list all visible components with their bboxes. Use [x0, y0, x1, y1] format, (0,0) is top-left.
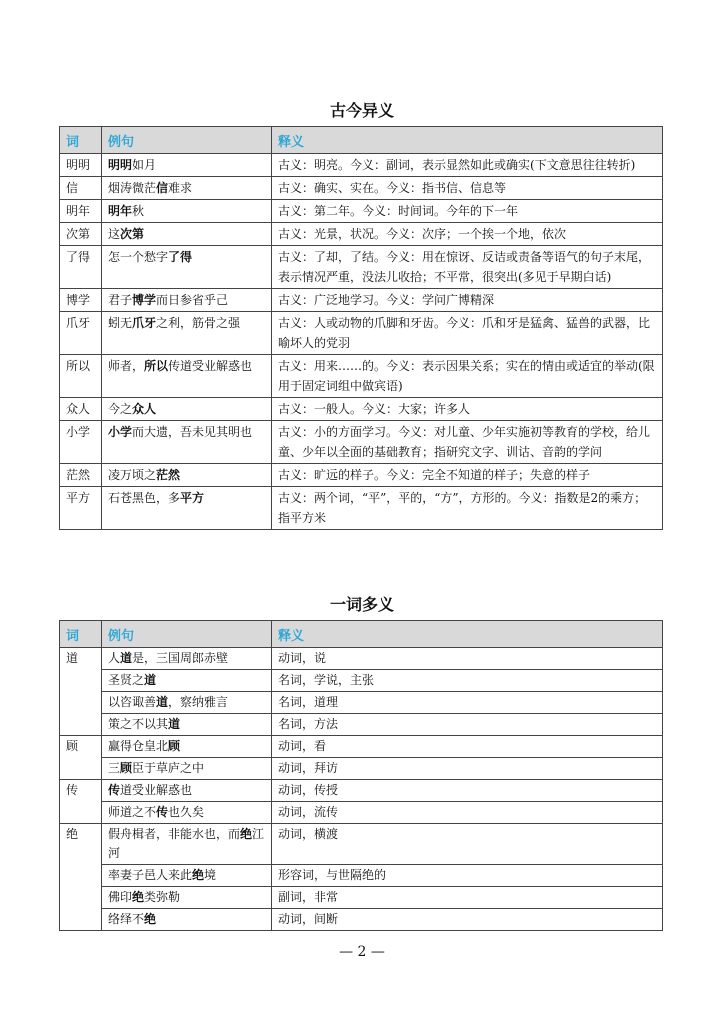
keyword-bold: 绝 — [192, 868, 205, 882]
meaning-cell: 动词，横渡 — [272, 824, 663, 865]
section-title-gujin-yiyi: 古今异义 — [329, 101, 394, 120]
example-text: 人 — [108, 651, 121, 665]
table-row — [60, 154, 663, 177]
example-text: 这 — [108, 227, 121, 241]
word-cell-empty — [60, 887, 102, 909]
keyword-bold: 道 — [120, 651, 133, 665]
meaning-cell: 古义：用来……的。今义：表示因果关系；实在的情由或适宜的举动(限用于固定词组中做宾语) — [272, 355, 663, 398]
meaning-cell: 古义：两个词，“平”，平的，“方”，方形的。今义：指数是2的乘方；指平方米 — [272, 487, 663, 530]
meaning-cell: 名词，学说，主张 — [272, 670, 663, 692]
example-text: 石苍黑色，多 — [108, 491, 181, 505]
example-cell — [102, 487, 272, 530]
yici-duoyi-table — [59, 620, 663, 931]
meaning-cell: 副词，非常 — [272, 887, 663, 909]
example-text: 类弥勒 — [144, 890, 181, 904]
table-row — [60, 802, 663, 824]
example-cell — [102, 246, 272, 289]
gujin-yiyi-table — [59, 126, 663, 530]
word-cell: 了得 — [60, 246, 102, 289]
example-text: 络绎不 — [108, 912, 145, 926]
keyword-bold: 茫然 — [156, 468, 181, 482]
example-text: 是，三国周郎赤壁 — [132, 651, 229, 665]
table-row — [60, 670, 663, 692]
example-text: 怎一个愁字 — [108, 250, 169, 264]
example-text: 也久矣 — [168, 805, 205, 819]
example-text: 赢得仓皇北 — [108, 739, 169, 753]
keyword-bold: 传 — [108, 783, 121, 797]
meaning-cell: 动词，间断 — [272, 909, 663, 931]
table-row — [60, 421, 663, 464]
example-cell — [102, 887, 272, 909]
example-text: 假舟楫者，非能水也，而 — [108, 827, 241, 841]
meaning-cell: 动词，看 — [272, 736, 663, 758]
example-text: 师道之不 — [108, 805, 157, 819]
keyword-bold: 道 — [156, 695, 169, 709]
word-cell-empty — [60, 692, 102, 714]
table-header-row — [60, 127, 663, 154]
word-cell: 明年 — [60, 200, 102, 223]
table-row — [60, 487, 663, 530]
table-row — [60, 648, 663, 670]
example-text: 佛印 — [108, 890, 133, 904]
table-row — [60, 289, 663, 312]
word-cell: 小学 — [60, 421, 102, 464]
word-cell: 绝 — [60, 824, 102, 865]
keyword-bold: 道 — [168, 717, 181, 731]
word-cell: 道 — [60, 648, 102, 670]
example-cell — [102, 824, 272, 865]
meaning-cell: 古义：一般人。今义：大家；许多人 — [272, 398, 663, 421]
example-text: 道受业解惑也 — [120, 783, 193, 797]
example-cell — [102, 909, 272, 931]
word-cell: 传 — [60, 780, 102, 802]
meaning-cell: 动词，流传 — [272, 802, 663, 824]
example-text: 烟涛微茫 — [108, 181, 157, 195]
example-cell — [102, 780, 272, 802]
example-text: 江河 — [108, 827, 265, 860]
table-row — [60, 824, 663, 865]
meaning-cell: 动词，说 — [272, 648, 663, 670]
header-example: 例句 — [102, 621, 272, 648]
table-row — [60, 865, 663, 887]
example-text: 秋 — [132, 204, 145, 218]
word-cell: 平方 — [60, 487, 102, 530]
example-text: 臣于草庐之中 — [132, 761, 205, 775]
word-cell: 茫然 — [60, 464, 102, 487]
table-row — [60, 464, 663, 487]
table-row — [60, 223, 663, 246]
keyword-bold: 明明 — [108, 158, 133, 172]
example-text: 策之不以其 — [108, 717, 169, 731]
example-text: 君子 — [108, 293, 133, 307]
keyword-bold: 小学 — [108, 425, 133, 439]
section-title-yici-duoyi: 一词多义 — [329, 595, 394, 614]
table-row — [60, 714, 663, 736]
example-cell — [102, 464, 272, 487]
example-cell — [102, 223, 272, 246]
header-word: 词 — [60, 621, 102, 648]
keyword-bold: 信 — [156, 181, 169, 195]
word-cell: 博学 — [60, 289, 102, 312]
word-cell-empty — [60, 714, 102, 736]
example-cell — [102, 648, 272, 670]
keyword-bold: 绝 — [144, 912, 157, 926]
page-number: — 2 — — [339, 944, 385, 960]
meaning-cell: 古义：第二年。今义：时间词。今年的下一年 — [272, 200, 663, 223]
example-text: 难求 — [168, 181, 193, 195]
table-row — [60, 758, 663, 780]
meaning-cell: 古义：小的方面学习。今义：对儿童、少年实施初等教育的学校，给儿童、少年以全面的基础教育；指研究文字、训诂、音韵的学问 — [272, 421, 663, 464]
meaning-cell: 古义：确实、实在。今义：指书信、信息等 — [272, 177, 663, 200]
example-text: 而日参省乎己 — [156, 293, 229, 307]
keyword-bold: 道 — [144, 673, 157, 687]
keyword-bold: 博学 — [132, 293, 157, 307]
example-cell — [102, 758, 272, 780]
example-text: 蚓无 — [108, 316, 133, 330]
header-meaning: 释义 — [272, 127, 663, 154]
word-cell-empty — [60, 670, 102, 692]
table-header-row — [60, 621, 663, 648]
example-text: 今之 — [108, 402, 133, 416]
example-text: 凌万顷之 — [108, 468, 157, 482]
example-cell — [102, 355, 272, 398]
example-text: 如月 — [132, 158, 157, 172]
meaning-cell: 古义：旷远的样子。今义：完全不知道的样子；失意的样子 — [272, 464, 663, 487]
example-cell — [102, 692, 272, 714]
example-text: 而大遗，吾未见其明也 — [132, 425, 253, 439]
example-text: 师者， — [108, 359, 145, 373]
example-cell — [102, 802, 272, 824]
table-row — [60, 887, 663, 909]
keyword-bold: 爪牙 — [132, 316, 157, 330]
table-row — [60, 909, 663, 931]
example-text: 以咨诹善 — [108, 695, 157, 709]
word-cell: 次第 — [60, 223, 102, 246]
word-cell: 爪牙 — [60, 312, 102, 355]
keyword-bold: 众人 — [132, 402, 157, 416]
meaning-cell: 动词，拜访 — [272, 758, 663, 780]
keyword-bold: 明年 — [108, 204, 133, 218]
header-example: 例句 — [102, 127, 272, 154]
meaning-cell: 古义：了却，了结。今义：用在惊讶、反诘或责备等语气的句子末尾，表示情况严重，没法儿收拾；不平常，很突出(多见于早期白话) — [272, 246, 663, 289]
word-cell: 信 — [60, 177, 102, 200]
word-cell: 明明 — [60, 154, 102, 177]
table-row — [60, 398, 663, 421]
example-cell — [102, 154, 272, 177]
keyword-bold: 次第 — [120, 227, 145, 241]
word-cell-empty — [60, 865, 102, 887]
meaning-cell: 名词，道理 — [272, 692, 663, 714]
word-cell-empty — [60, 758, 102, 780]
keyword-bold: 传 — [156, 805, 169, 819]
keyword-bold: 平方 — [180, 491, 205, 505]
meaning-cell: 动词，传授 — [272, 780, 663, 802]
word-cell: 顾 — [60, 736, 102, 758]
example-cell — [102, 289, 272, 312]
example-cell — [102, 736, 272, 758]
table-row — [60, 736, 663, 758]
example-text: 传道受业解惑也 — [168, 359, 253, 373]
meaning-cell: 名词，方法 — [272, 714, 663, 736]
table-row — [60, 200, 663, 223]
example-text: 圣贤之 — [108, 673, 145, 687]
example-text: 率妻子邑人来此 — [108, 868, 193, 882]
word-cell: 所以 — [60, 355, 102, 398]
table-row — [60, 312, 663, 355]
table-row — [60, 246, 663, 289]
table-row — [60, 780, 663, 802]
word-cell-empty — [60, 802, 102, 824]
keyword-bold: 绝 — [240, 827, 253, 841]
keyword-bold: 顾 — [168, 739, 181, 753]
example-cell — [102, 312, 272, 355]
keyword-bold: 绝 — [132, 890, 145, 904]
keyword-bold: 了得 — [168, 250, 193, 264]
table-row — [60, 355, 663, 398]
word-cell-empty — [60, 909, 102, 931]
example-cell — [102, 398, 272, 421]
meaning-cell: 古义：人或动物的爪脚和牙齿。今义：爪和牙是猛禽、猛兽的武器，比喻坏人的党羽 — [272, 312, 663, 355]
meaning-cell: 形容词，与世隔绝的 — [272, 865, 663, 887]
example-text: 三 — [108, 761, 121, 775]
example-text: 之利，筋骨之强 — [156, 316, 241, 330]
example-cell — [102, 865, 272, 887]
meaning-cell: 古义：广泛地学习。今义：学问广博精深 — [272, 289, 663, 312]
keyword-bold: 所以 — [144, 359, 169, 373]
example-cell — [102, 177, 272, 200]
word-cell: 众人 — [60, 398, 102, 421]
header-meaning: 释义 — [272, 621, 663, 648]
meaning-cell: 古义：明亮。今义：副词，表示显然如此或确实(下文意思往往转折) — [272, 154, 663, 177]
header-word: 词 — [60, 127, 102, 154]
example-cell — [102, 714, 272, 736]
example-cell — [102, 200, 272, 223]
example-cell — [102, 421, 272, 464]
example-text: ，察纳雅言 — [168, 695, 229, 709]
table-row — [60, 692, 663, 714]
example-cell — [102, 670, 272, 692]
example-text: 境 — [204, 868, 217, 882]
meaning-cell: 古义：光景，状况。今义：次序；一个挨一个地，依次 — [272, 223, 663, 246]
table-row — [60, 177, 663, 200]
keyword-bold: 顾 — [120, 761, 133, 775]
